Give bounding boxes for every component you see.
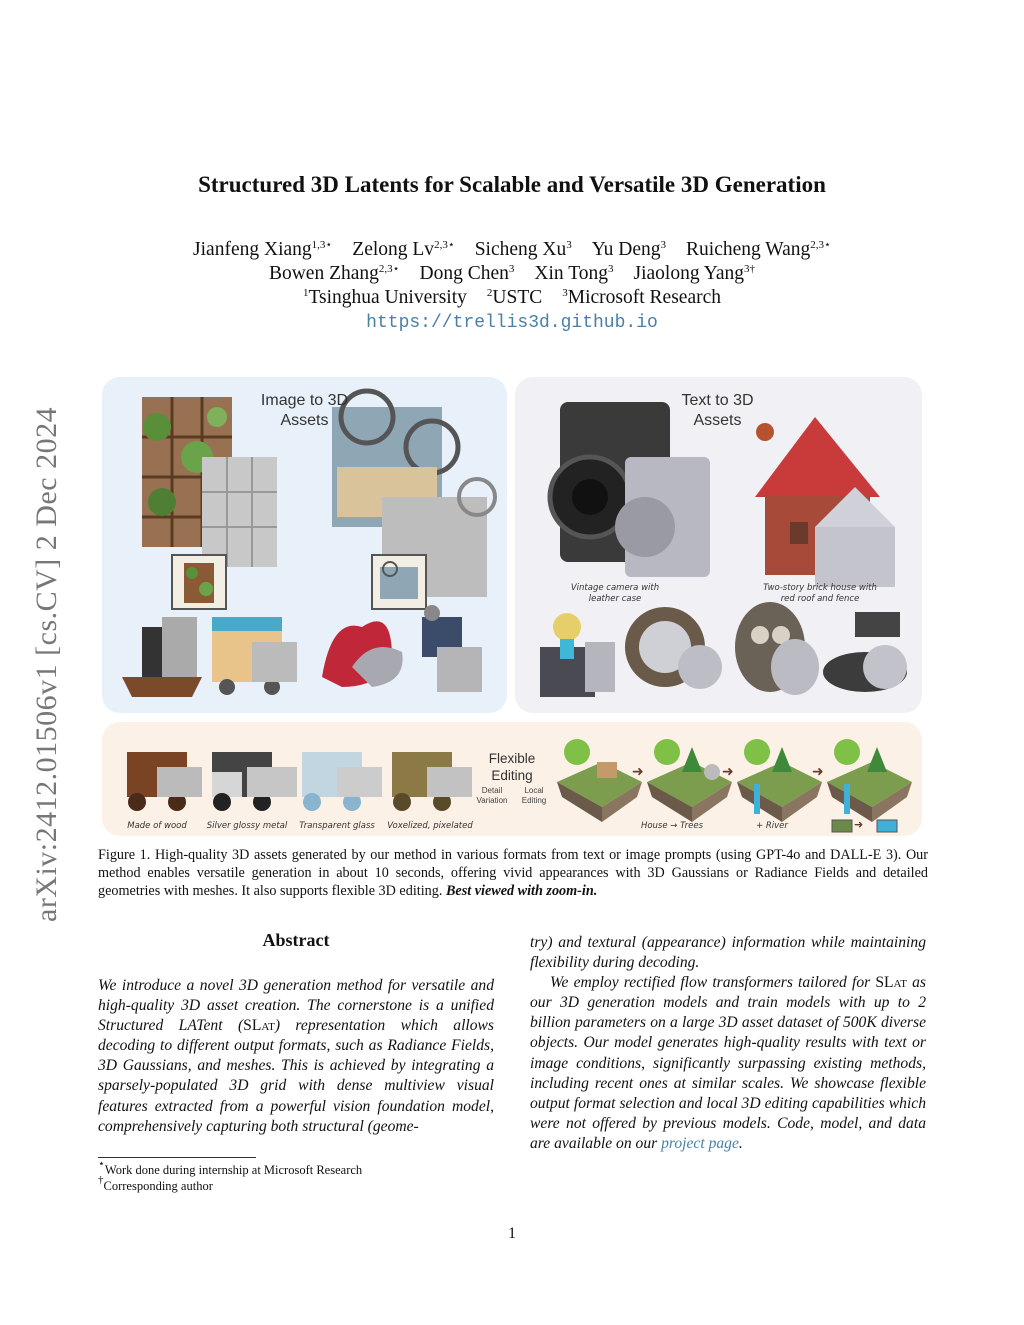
author-affiliation-mark: 3: [566, 239, 572, 251]
island-stage-3: [737, 739, 822, 822]
image-to-3d-title: Image to 3D Assets: [260, 392, 349, 429]
author-affiliation-mark: 3†: [744, 263, 756, 275]
affiliation-number: 3: [562, 287, 568, 299]
caption-text: High-quality 3D assets generated by our method in various formats from text or image prompts (using GPT-4o and DALL-E 3). Our method enables versatile generation in about 10 seconds, offering vivid appearances with 3D Gaussians or Radiance Fields and detailed geometries with meshes. It also supports flexible 3D editing.: [98, 847, 929, 899]
variant-label-voxel: Voxelized, pixelated: [387, 821, 473, 831]
author-affiliation-mark: 3: [660, 239, 667, 251]
affiliation: $^3$Microsoft Research: [562, 287, 722, 308]
brick-house-asset: [755, 417, 895, 587]
paper-title: Structured 3D Latents for Scalable and Versatile 3D Generation: [198, 172, 826, 197]
edit-step-trees: House → Trees: [640, 821, 704, 831]
prompt-camera: Vintage camera with leather case: [570, 583, 660, 604]
food-cart-asset: [212, 617, 297, 695]
footnote-2: †Corresponding author: [98, 1174, 213, 1193]
author-affiliation-mark: 1,3⋆: [311, 239, 333, 251]
text-to-3d-title: Text to 3D Assets: [681, 392, 754, 429]
affiliation-number: 1: [302, 287, 309, 299]
abstract-right-para-2: We employ rectified flow transformers tailored for SLat as our 3D generation models and train models with up to 2 billion parameters on a large 3D asset dataset of 500K diverse objects. Our model generates high-quality results with text or image conditions, significantly surpassing existing methods, including recent ones at similar scales. We showcase flexible output format selection and local 3D editing capabilities which were not offered by previous models. Code, model, and data are available on our project page.: [530, 974, 926, 1152]
wood-cart-asset: [127, 752, 202, 811]
variant-label-glass: Transparent glass: [299, 821, 375, 831]
lantern-asset: [540, 613, 615, 697]
arxiv-identifier: arXiv:2412.01506v1 [cs.CV] 2 Dec 2024: [30, 406, 63, 922]
owl-asset: [735, 602, 819, 695]
edit-arrow-4: ➜: [854, 818, 864, 831]
dragon-asset: [322, 621, 403, 687]
abstract-heading: Abstract: [262, 930, 330, 950]
affiliation: $^2$USTC: [486, 287, 543, 308]
author-affiliation-mark: 2,3⋆: [810, 239, 831, 251]
footnote-rule: [98, 1157, 256, 1158]
edit-arrow-2: ➜: [722, 764, 734, 780]
author-name: Sicheng Xu$^3$: [474, 239, 572, 260]
robot-asset: [422, 605, 482, 692]
voxel-cart-asset: [392, 752, 472, 811]
caption-label: Figure 1.: [98, 847, 151, 863]
author-block: [0, 238, 1024, 335]
author-affiliation-mark: 3: [608, 263, 614, 275]
island-stage-1: [557, 739, 642, 822]
affiliations-row: [0, 286, 1024, 310]
author-name: Jianfeng Xiang$^{1,3⋆}$: [193, 239, 333, 260]
author-name: Ruicheng Wang$^{2,3⋆}$: [686, 239, 831, 260]
author-name: Xin Tong$^3$: [534, 263, 614, 284]
island-stage-2: [647, 739, 732, 822]
abstract-left-column: We introduce a novel 3D generation method for versatile and high-quality 3D asset creation. The cornerstone is a unified Structured LATent (SLat) representation which allows decoding to different output formats, such as Radiance Fields, 3D Gaussians, and meshes. This is achieved by integrating a sparsely-populated 3D grid with dense multiview visual features extracted from a powerful vision foundation model, comprehensively capturing both structural (geome-: [98, 977, 494, 1135]
text-to-3d-panel: [515, 377, 922, 713]
flexible-editing-panel: [102, 722, 922, 836]
affiliation: $^1$Tsinghua University: [302, 287, 467, 308]
author-affiliation-mark: 2,3⋆: [378, 263, 400, 275]
author-affiliation-mark: 3: [508, 263, 515, 275]
authors-row-1: [0, 238, 1024, 262]
edit-arrow-3: ➜: [812, 764, 824, 780]
local-editing-label: Local Editing: [521, 786, 547, 805]
telescope-asset: [823, 612, 907, 692]
abstract-right-column: [530, 933, 926, 1154]
detail-variation-label: Detail Variation: [476, 786, 508, 805]
caption-emphasis: Best viewed with zoom-in.: [445, 883, 598, 899]
edit-step-river: + River: [756, 821, 788, 831]
author-name: Bowen Zhang$^{2,3⋆}$: [268, 263, 400, 284]
ship-asset: [122, 617, 202, 697]
page-number: 1: [508, 1225, 516, 1242]
glass-cart-asset: [302, 752, 382, 811]
image-to-3d-panel: [102, 377, 507, 713]
figure-caption: [98, 846, 928, 900]
project-page-link[interactable]: project page: [661, 1134, 739, 1152]
project-url[interactable]: https://trellis3d.github.io: [366, 313, 658, 333]
variant-label-wood: Made of wood: [127, 821, 187, 831]
abstract-right-para-1: try) and textural (appearance) information while maintaining flexibility during decoding.: [530, 934, 926, 972]
edit-arrow-1: ➜: [632, 764, 644, 780]
affiliation-number: 2: [486, 287, 493, 299]
island-stage-4: [827, 739, 912, 822]
slat-term: SLat: [243, 1017, 275, 1035]
prompt-house: Two-story brick house with red roof and fence: [763, 583, 877, 604]
flexible-editing-title: Flexible Editing: [488, 751, 536, 783]
author-name: Zelong $Lv^{2,3⋆}$: [352, 239, 455, 260]
variant-label-metal: Silver glossy metal: [206, 821, 288, 831]
author-name: Dong Chen$^3$: [419, 263, 515, 284]
footnote-1: ⋆Work done during internship at Microsoft Research: [98, 1158, 363, 1177]
authors-row-2: [0, 262, 1024, 286]
metal-cart-asset: [212, 752, 297, 811]
author-name: Yu Deng$^3$: [591, 239, 667, 260]
steampunk-globe-asset: [625, 607, 722, 689]
author-name: Jiaolong Yang$^{3\dagger}$: [633, 263, 756, 284]
author-affiliation-mark: 2,3⋆: [434, 239, 455, 251]
